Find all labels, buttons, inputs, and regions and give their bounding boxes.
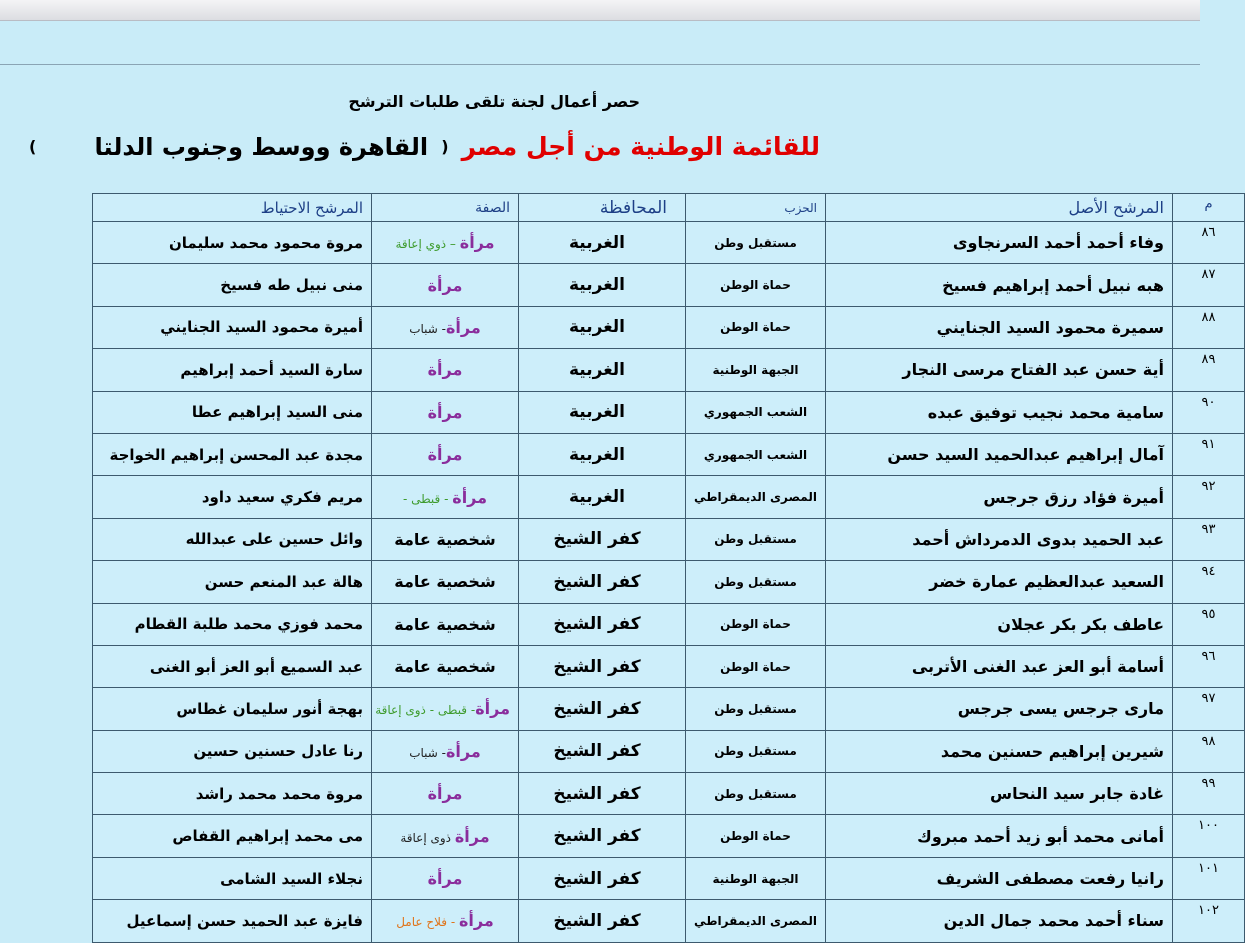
table-row — [93, 645, 1245, 687]
table-row — [93, 433, 1245, 475]
role-main: مرأة — [454, 826, 490, 846]
region-name: القاهرة ووسط وجنوب الدلتا — [94, 132, 429, 161]
role-tag: ذوى إعاقة — [400, 830, 455, 845]
header-alternate: المرشح الاحتياط — [93, 194, 372, 222]
alternate-candidate: مروة محمد محمد راشد — [93, 773, 372, 815]
role-cell — [372, 730, 519, 772]
alternate-candidate: هالة عبد المنعم حسن — [93, 561, 372, 603]
role-cell — [372, 561, 519, 603]
alternate-candidate: منى نبيل طه فسيخ — [93, 264, 372, 306]
alternate-candidate: محمد فوزي محمد طلبة القطام — [93, 603, 372, 645]
original-candidate: أميرة فؤاد رزق جرجس — [826, 476, 1173, 518]
row-number: ٩٩ — [1173, 773, 1245, 815]
original-candidate: آمال إبراهيم عبدالحميد السيد حسن — [826, 433, 1173, 475]
role-cell — [372, 518, 519, 560]
party-name: حماة الوطن — [686, 306, 826, 348]
table-row — [93, 349, 1245, 391]
role-cell — [372, 645, 519, 687]
party-name: مستقبل وطن — [686, 222, 826, 264]
role-cell — [372, 264, 519, 306]
table-row — [93, 603, 1245, 645]
governorate-name: كفر الشيخ — [519, 561, 686, 603]
row-number: ١٠٢ — [1173, 900, 1245, 942]
original-candidate: سامية محمد نجيب توفيق عبده — [826, 391, 1173, 433]
table-row — [93, 773, 1245, 815]
list-title — [29, 132, 820, 168]
governorate-name: الغربية — [519, 391, 686, 433]
row-number: ٩٤ — [1173, 561, 1245, 603]
governorate-name: الغربية — [519, 222, 686, 264]
original-candidate: أية حسن عبد الفتاح مرسى النجار — [826, 349, 1173, 391]
candidates-table — [92, 193, 1245, 943]
alternate-candidate: رنا عادل حسنين حسين — [93, 730, 372, 772]
governorate-name: كفر الشيخ — [519, 900, 686, 942]
alternate-candidate: سارة السيد أحمد إبراهيم — [93, 349, 372, 391]
row-number: ٩٦ — [1173, 645, 1245, 687]
role-cell — [372, 773, 519, 815]
governorate-name: كفر الشيخ — [519, 645, 686, 687]
role-main: مرأة — [427, 784, 463, 804]
role-cell — [372, 433, 519, 475]
region-close-paren: ) — [29, 137, 37, 156]
alternate-candidate: أميرة محمود السيد الجنايني — [93, 306, 372, 348]
role-main: شخصية عامة — [394, 614, 496, 634]
governorate-name: كفر الشيخ — [519, 518, 686, 560]
original-candidate: أسامة أبو العز عبد الغنى الأتربى — [826, 645, 1173, 687]
original-candidate: السعيد عبدالعظيم عمارة خضر — [826, 561, 1173, 603]
row-number: ٨٧ — [1173, 264, 1245, 306]
original-candidate: عبد الحميد بدوى الدمرداش أحمد — [826, 518, 1173, 560]
table-row — [93, 264, 1245, 306]
role-tag: - فلاح عامل — [396, 915, 459, 930]
original-candidate: أمانى محمد أبو زيد أحمد مبروك — [826, 815, 1173, 857]
row-number: ٩١ — [1173, 433, 1245, 475]
row-number: ٩٥ — [1173, 603, 1245, 645]
original-candidate: رانيا رفعت مصطفى الشريف — [826, 857, 1173, 899]
governorate-name: الغربية — [519, 264, 686, 306]
role-cell — [372, 476, 519, 518]
role-tag: – ذوي إعاقة — [395, 237, 460, 252]
alternate-candidate: نجلاء السيد الشامى — [93, 857, 372, 899]
table-row — [93, 561, 1245, 603]
row-number: ٩٠ — [1173, 391, 1245, 433]
original-candidate: شيرين إبراهيم حسنين محمد — [826, 730, 1173, 772]
party-name: الجبهة الوطنية — [686, 857, 826, 899]
governorate-name: كفر الشيخ — [519, 688, 686, 730]
table-row — [93, 518, 1245, 560]
role-tag: - شباب — [409, 321, 446, 336]
original-candidate: سميرة محمود السيد الجنايني — [826, 306, 1173, 348]
role-main: مرأة — [452, 487, 488, 507]
table-row — [93, 476, 1245, 518]
original-candidate: غادة جابر سيد النحاس — [826, 773, 1173, 815]
party-name: حماة الوطن — [686, 264, 826, 306]
role-cell — [372, 900, 519, 942]
party-name: مستقبل وطن — [686, 518, 826, 560]
party-name: مستقبل وطن — [686, 773, 826, 815]
governorate-name: الغربية — [519, 476, 686, 518]
table-row — [93, 857, 1245, 899]
governorate-name: كفر الشيخ — [519, 730, 686, 772]
row-number: ٩٨ — [1173, 730, 1245, 772]
row-number: ٩٣ — [1173, 518, 1245, 560]
role-main: مرأة — [427, 445, 463, 465]
role-main: مرأة — [427, 275, 463, 295]
header-num: م — [1173, 194, 1245, 222]
role-tag: - شباب — [409, 745, 446, 760]
header-divider — [0, 64, 1200, 65]
original-candidate: عاطف بكر بكر عجلان — [826, 603, 1173, 645]
table-row — [93, 815, 1245, 857]
alternate-candidate: عبد السميع أبو العز أبو الغنى — [93, 645, 372, 687]
party-name: مستقبل وطن — [686, 561, 826, 603]
table-row — [93, 306, 1245, 348]
role-main: مرأة — [427, 402, 463, 422]
document-heading: حصر أعمال لجنة تلقى طلبات الترشح — [348, 92, 640, 111]
party-name: المصرى الديمقراطي — [686, 900, 826, 942]
original-candidate: سناء أحمد محمد جمال الدين — [826, 900, 1173, 942]
governorate-name: كفر الشيخ — [519, 857, 686, 899]
party-name: حماة الوطن — [686, 815, 826, 857]
window-top-bar — [0, 0, 1200, 21]
alternate-candidate: مى محمد إبراهيم القفاص — [93, 815, 372, 857]
role-cell — [372, 857, 519, 899]
role-cell — [372, 306, 519, 348]
list-name: للقائمة الوطنية من أجل مصر — [461, 132, 820, 161]
table-row — [93, 900, 1245, 942]
governorate-name: الغربية — [519, 306, 686, 348]
role-cell — [372, 815, 519, 857]
role-main: مرأة — [459, 233, 495, 253]
role-cell — [372, 688, 519, 730]
role-main: مرأة — [445, 741, 481, 761]
party-name: مستقبل وطن — [686, 688, 826, 730]
row-number: ٨٨ — [1173, 306, 1245, 348]
header-role: الصفة — [372, 194, 519, 222]
role-cell — [372, 603, 519, 645]
original-candidate: هبه نبيل أحمد إبراهيم فسيخ — [826, 264, 1173, 306]
row-number: ٩٧ — [1173, 688, 1245, 730]
row-number: ١٠٠ — [1173, 815, 1245, 857]
role-cell — [372, 391, 519, 433]
alternate-candidate: منى السيد إبراهيم عطا — [93, 391, 372, 433]
row-number: ٩٢ — [1173, 476, 1245, 518]
role-tag: - قبطى - ذوى إعاقة — [375, 703, 476, 718]
table-row — [93, 730, 1245, 772]
party-name: الجبهة الوطنية — [686, 349, 826, 391]
alternate-candidate: فايزة عبد الحميد حسن إسماعيل — [93, 900, 372, 942]
region-open-paren: ( — [441, 137, 449, 156]
alternate-candidate: مريم فكري سعيد داود — [93, 476, 372, 518]
role-tag: - قبطى - — [402, 491, 453, 506]
original-candidate: مارى جرجس يسى جرجس — [826, 688, 1173, 730]
role-main: شخصية عامة — [394, 572, 496, 592]
alternate-candidate: بهجة أنور سليمان غطاس — [93, 688, 372, 730]
header-original: المرشح الأصل — [826, 194, 1173, 222]
role-main: مرأة — [445, 317, 481, 337]
role-cell — [372, 222, 519, 264]
role-main: مرأة — [475, 699, 510, 719]
governorate-name: كفر الشيخ — [519, 773, 686, 815]
party-name: الشعب الجمهوري — [686, 391, 826, 433]
party-name: المصرى الديمقراطي — [686, 476, 826, 518]
governorate-name: الغربية — [519, 433, 686, 475]
role-main: مرأة — [427, 869, 463, 889]
alternate-candidate: مروة محمود محمد سليمان — [93, 222, 372, 264]
role-main: مرأة — [458, 911, 494, 931]
governorate-name: الغربية — [519, 349, 686, 391]
row-number: ٨٦ — [1173, 222, 1245, 264]
row-number: ٨٩ — [1173, 349, 1245, 391]
party-name: الشعب الجمهوري — [686, 433, 826, 475]
party-name: حماة الوطن — [686, 603, 826, 645]
role-main: شخصية عامة — [394, 529, 496, 549]
role-cell — [372, 349, 519, 391]
governorate-name: كفر الشيخ — [519, 603, 686, 645]
role-main: شخصية عامة — [394, 657, 496, 677]
alternate-candidate: مجدة عبد المحسن إبراهيم الخواجة — [93, 433, 372, 475]
governorate-name: كفر الشيخ — [519, 815, 686, 857]
table-row — [93, 391, 1245, 433]
header-governorate: المحافظة — [519, 194, 686, 222]
table-header-row — [93, 194, 1245, 222]
alternate-candidate: وائل حسين على عبدالله — [93, 518, 372, 560]
party-name: حماة الوطن — [686, 645, 826, 687]
row-number: ١٠١ — [1173, 857, 1245, 899]
original-candidate: وفاء أحمد أحمد السرنجاوى — [826, 222, 1173, 264]
header-party: الحزب — [686, 194, 826, 222]
table-row — [93, 222, 1245, 264]
table-row — [93, 688, 1245, 730]
role-main: مرأة — [427, 360, 463, 380]
party-name: مستقبل وطن — [686, 730, 826, 772]
